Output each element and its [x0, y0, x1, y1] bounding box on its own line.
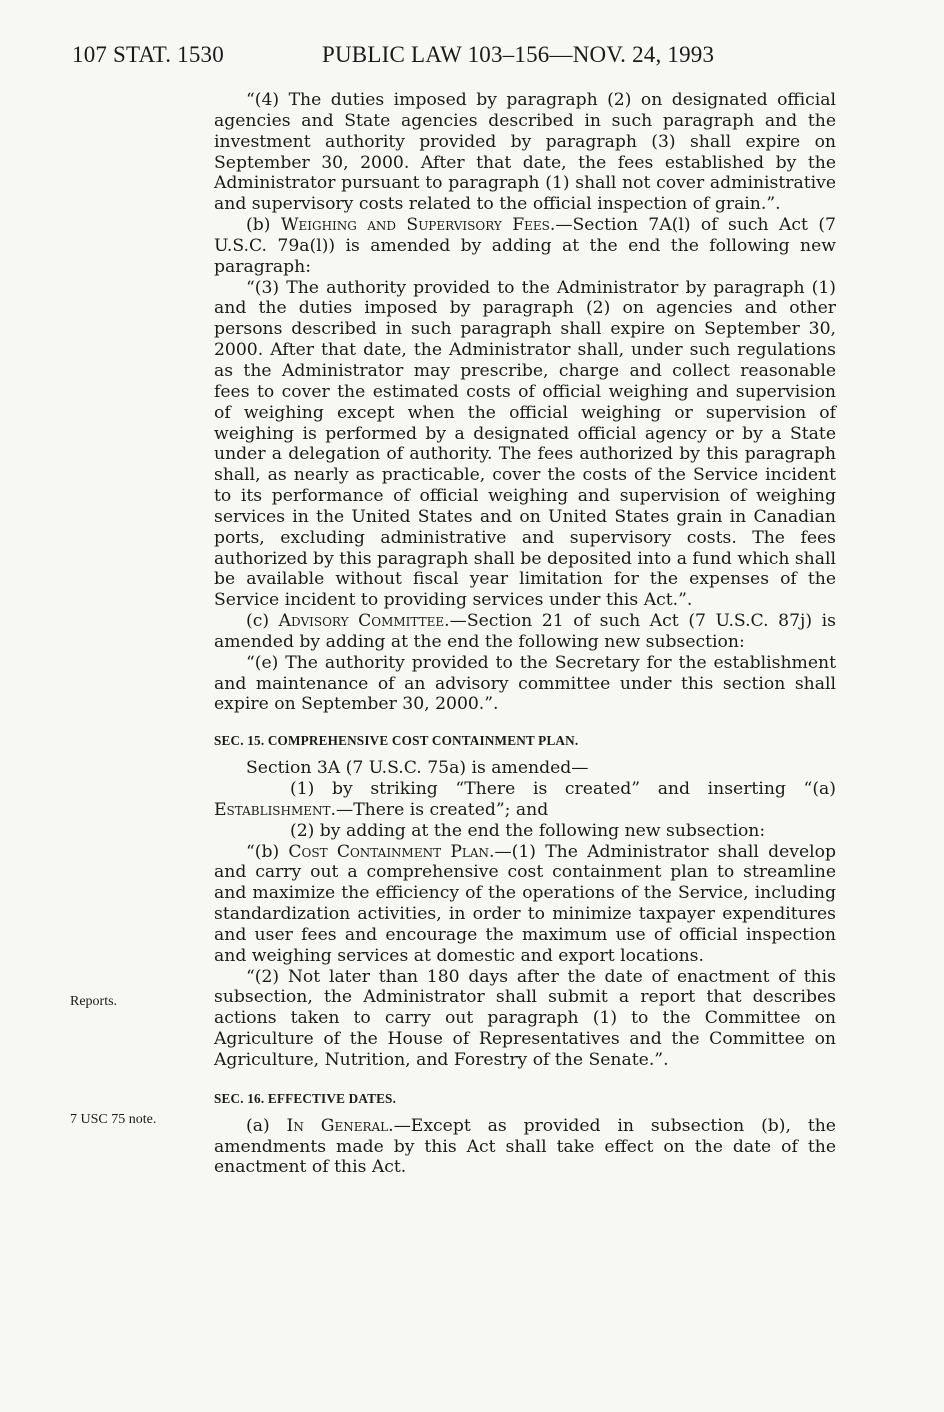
item-1-establishment: Establishment: [214, 799, 331, 820]
effective-dates-general: [214, 1116, 836, 1179]
subsection-b: [214, 215, 836, 278]
running-title: PUBLIC LAW 103–156—NOV. 24, 1993: [322, 42, 715, 67]
amendment-item-1: [214, 779, 836, 821]
general-lead: (a): [246, 1115, 287, 1136]
margin-note-reports: Reports.: [70, 994, 118, 1009]
subsection-e: “(e) The authority provided to the Secretary for the establishment and maintenance of an advisory committee under this section shall expire on September 30, 2000.”.: [214, 652, 836, 715]
cost-containment-subsection: [214, 842, 836, 967]
general-text: .—Except as provided in subsection (b), the amendments made by this Act shall take effect on the date of the enactment of this Act.: [214, 1115, 836, 1178]
section-15-intro: Section 3A (7 U.S.C. 75a) is amended—: [246, 758, 589, 779]
subsection-b-heading: Weighing and Supervisory Fees: [280, 215, 550, 236]
stat-page-number: 107 STAT. 1530: [72, 42, 224, 67]
cost-b-text: .—(1) The Administrator shall develop and carry out a comprehensive cost containment plan to streamline and maximize the efficiency of the operations of the Service, including standardization activities, in order to minimize taxpayer expenditures and user fees and encourage the maximum use of official inspection and weighing services at domestic and export locations.: [214, 841, 836, 966]
paragraph-3: “(3) The authority provided to the Administrator by paragraph (1) and the duties imposed by paragraph (2) on agencies and other persons described in such paragraph shall expire on September 30, 2000. After that date, the Administrator shall, under such regulations as the Administrator may prescribe, charge and collect reasonable fees to cover the estimated costs of official weighing and supervision of weighing except when the official weighing or supervision of weighing is performed by a designated official agency or by a State under a delegation of authority. The fees authorized by this paragraph shall, as nearly as practicable, cover the costs of the Service incident to its performance of official weighing and supervision of weighing services in the United States and on United States grain in Canadian ports, excluding administrative and supervisory costs. The fees authorized by this paragraph shall be deposited into a fund which shall be available without fiscal year limitation for the expenses of the Service incident to providing services under this Act.”.: [214, 277, 836, 611]
margin-note-usc: 7 USC 75 note.: [70, 1112, 157, 1127]
general-heading: In General: [286, 1115, 389, 1136]
cost-b-lead: “(b): [246, 841, 289, 862]
subsection-b-lead: (b): [246, 215, 281, 236]
subsection-c: [214, 611, 836, 653]
cost-b-heading: Cost Containment Plan: [288, 841, 490, 862]
section-15-heading: SEC. 15. COMPREHENSIVE COST CONTAINMENT PLAN.: [214, 733, 579, 749]
body-text: [214, 90, 836, 1178]
item-1-text-b: .—There is created”; and: [330, 799, 549, 820]
paragraph-4: “(4) The duties imposed by paragraph (2) on designated official agencies and State agencies described in such paragraph and the investment authority provided by paragraph (3) shall expire on September 30, 2000. After that date, the fees established by the Administrator pursuant to paragraph (1) shall not cover administrative and supervisory costs related to the official inspection of grain.”.: [214, 90, 836, 215]
subsection-c-lead: (c): [246, 611, 279, 632]
report-paragraph: “(2) Not later than 180 days after the date of enactment of this subsection, the Administrator shall submit a report that describes actions taken to carry out paragraph (1) to the Committee on Agriculture of the House of Representatives and the Committee on Agriculture, Nutrition, and Forestry of the Senate.”.: [214, 966, 836, 1070]
amendment-item-2: (2) by adding at the end the following new subsection:: [290, 820, 766, 841]
subsection-c-text: .—Section 21 of such Act (7 U.S.C. 87j) is amended by adding at the end the following new subsection:: [214, 611, 836, 652]
subsection-b-text: .—Section 7A(l) of such Act (7 U.S.C. 79a(l)) is amended by adding at the end the following new paragraph:: [214, 215, 836, 277]
item-1-text-a: (1) by striking “There is created” and inserting “(a): [290, 779, 836, 799]
section-16-heading: SEC. 16. EFFECTIVE DATES.: [214, 1090, 397, 1106]
subsection-c-heading: Advisory Committee: [278, 611, 445, 632]
